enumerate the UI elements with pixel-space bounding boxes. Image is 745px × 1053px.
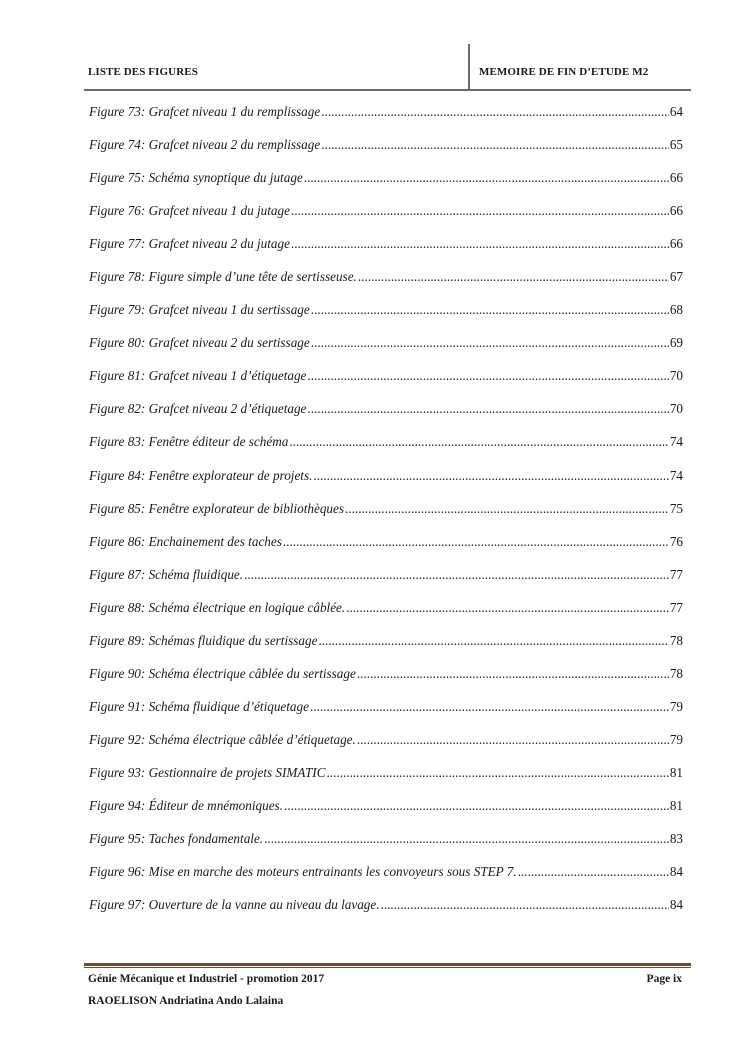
toc-dot-leader	[518, 864, 669, 880]
toc-dot-leader	[291, 236, 669, 252]
toc-entry-title: Figure 88: Schéma électrique en logique câblée.	[89, 599, 346, 615]
toc-dot-leader	[283, 534, 669, 550]
toc-entry[interactable]	[89, 501, 683, 534]
toc-dot-leader	[307, 401, 668, 417]
footer-institution: Génie Mécanique et Industriel - promotion 2017	[88, 973, 325, 985]
toc-entry-page: 65	[669, 137, 683, 153]
toc-entry[interactable]	[89, 203, 683, 236]
toc-entry-page: 79	[669, 698, 683, 714]
toc-entry-page: 70	[669, 368, 683, 384]
toc-entry[interactable]	[89, 567, 683, 600]
toc-entry[interactable]	[89, 104, 683, 137]
toc-entry-page: 67	[669, 269, 683, 285]
toc-entry-title: Figure 97: Ouverture de la vanne au niveau du lavage.	[89, 897, 380, 913]
toc-dot-leader	[264, 831, 669, 847]
toc-entry[interactable]	[89, 600, 683, 633]
toc-dot-leader	[313, 468, 668, 484]
page-header	[0, 0, 745, 92]
toc-entry-page: 66	[669, 203, 683, 219]
toc-entry-title: Figure 91: Schéma fluidique d’étiquetage	[89, 698, 309, 714]
toc-entry-title: Figure 83: Fenêtre éditeur de schéma	[89, 434, 289, 450]
list-of-figures	[89, 104, 683, 930]
toc-entry[interactable]	[89, 269, 683, 302]
toc-entry-title: Figure 84: Fenêtre explorateur de projets.	[89, 467, 313, 483]
toc-entry-title: Figure 94: Éditeur de mnémoniques.	[89, 797, 283, 813]
toc-entry[interactable]	[89, 534, 683, 567]
toc-entry-title: Figure 77: Grafcet niveau 2 du jutage	[89, 236, 290, 252]
toc-entry[interactable]	[89, 633, 683, 666]
toc-dot-leader	[307, 368, 668, 384]
toc-dot-leader	[357, 732, 669, 748]
toc-entry-page: 77	[669, 566, 683, 582]
toc-dot-leader	[358, 269, 669, 285]
toc-entry-title: Figure 96: Mise en marche des moteurs entrainants les convoyeurs sous STEP 7.	[89, 864, 517, 880]
toc-entry-page: 77	[669, 599, 683, 615]
toc-entry-title: Figure 82: Grafcet niveau 2 d’étiquetage	[89, 401, 307, 417]
toc-entry[interactable]	[89, 434, 683, 467]
toc-entry-title: Figure 87: Schéma fluidique.	[89, 566, 244, 582]
toc-entry[interactable]	[89, 302, 683, 335]
toc-entry[interactable]	[89, 335, 683, 368]
header-section-title: LISTE DES FIGURES	[88, 66, 198, 78]
toc-entry[interactable]	[89, 897, 683, 930]
footer-rule-thick	[84, 963, 691, 966]
toc-entry[interactable]	[89, 468, 683, 501]
toc-entry-title: Figure 75: Schéma synoptique du jutage	[89, 170, 303, 186]
toc-entry[interactable]	[89, 236, 683, 269]
toc-dot-leader	[327, 765, 669, 781]
header-rule	[84, 89, 691, 91]
toc-entry-page: 84	[669, 897, 683, 913]
toc-entry-page: 64	[669, 104, 683, 119]
toc-dot-leader	[289, 434, 668, 450]
toc-dot-leader	[311, 335, 669, 351]
toc-dot-leader	[321, 104, 669, 120]
toc-entry-title: Figure 85: Fenêtre explorateur de bibliothèques	[89, 500, 345, 516]
toc-entry[interactable]	[89, 732, 683, 765]
toc-entry-page: 68	[669, 302, 683, 318]
header-document-title: MEMOIRE DE FIN D’ETUDE M2	[479, 66, 649, 78]
toc-entry-page: 76	[669, 533, 683, 549]
toc-entry-page: 74	[669, 434, 683, 450]
toc-entry-page: 66	[669, 236, 683, 252]
footer-author: RAOELISON Andriatina Ando Lalaina	[88, 995, 284, 1007]
toc-dot-leader	[345, 501, 669, 517]
toc-entry-title: Figure 95: Taches fondamentale.	[89, 831, 264, 847]
toc-entry[interactable]	[89, 798, 683, 831]
toc-dot-leader	[244, 567, 669, 583]
toc-entry-page: 81	[669, 797, 683, 813]
toc-entry[interactable]	[89, 666, 683, 699]
toc-dot-leader	[346, 600, 669, 616]
toc-entry-page: 81	[669, 764, 683, 780]
toc-dot-leader	[321, 137, 669, 153]
toc-dot-leader	[311, 302, 669, 318]
toc-entry-title: Figure 78: Figure simple d’une tête de sertisseuse.	[89, 269, 357, 285]
toc-entry-title: Figure 73: Grafcet niveau 1 du remplissage	[89, 104, 321, 119]
toc-entry-page: 66	[669, 170, 683, 186]
toc-entry[interactable]	[89, 137, 683, 170]
toc-entry[interactable]	[89, 864, 683, 897]
toc-entry-title: Figure 76: Grafcet niveau 1 du jutage	[89, 203, 290, 219]
toc-entry-title: Figure 80: Grafcet niveau 2 du sertissage	[89, 335, 310, 351]
toc-entry-page: 78	[669, 665, 683, 681]
toc-entry-page: 83	[669, 831, 683, 847]
header-vertical-divider	[468, 44, 470, 91]
toc-entry-page: 79	[669, 731, 683, 747]
toc-dot-leader	[310, 699, 669, 715]
footer-rule-thin	[84, 967, 691, 968]
toc-entry-page: 70	[669, 401, 683, 417]
toc-entry-title: Figure 89: Schémas fluidique du sertissage	[89, 632, 318, 648]
footer-page-number: Page ix	[646, 973, 682, 985]
toc-entry-page: 84	[669, 864, 683, 880]
toc-entry[interactable]	[89, 401, 683, 434]
toc-entry-page: 74	[669, 467, 683, 483]
toc-entry[interactable]	[89, 368, 683, 401]
toc-entry[interactable]	[89, 831, 683, 864]
toc-dot-leader	[318, 633, 668, 649]
toc-entry-page: 69	[669, 335, 683, 351]
toc-dot-leader	[381, 897, 669, 913]
toc-entry-page: 75	[669, 500, 683, 516]
toc-entry-title: Figure 92: Schéma électrique câblée d’étiquetage.	[89, 731, 356, 747]
toc-entry-title: Figure 79: Grafcet niveau 1 du sertissage	[89, 302, 310, 318]
toc-entry-title: Figure 86: Enchainement des taches	[89, 533, 282, 549]
toc-entry[interactable]	[89, 699, 683, 732]
toc-dot-leader	[357, 666, 669, 682]
toc-dot-leader	[284, 798, 669, 814]
toc-entry[interactable]	[89, 765, 683, 798]
toc-entry-title: Figure 81: Grafcet niveau 1 d’étiquetage	[89, 368, 307, 384]
toc-dot-leader	[291, 203, 669, 219]
toc-entry[interactable]	[89, 170, 683, 203]
toc-entry-page: 78	[669, 632, 683, 648]
toc-dot-leader	[304, 170, 669, 186]
toc-entry-title: Figure 74: Grafcet niveau 2 du remplissage	[89, 137, 321, 153]
toc-entry-title: Figure 90: Schéma électrique câblée du sertissage	[89, 665, 356, 681]
toc-entry-title: Figure 93: Gestionnaire de projets SIMATIC	[89, 764, 326, 780]
